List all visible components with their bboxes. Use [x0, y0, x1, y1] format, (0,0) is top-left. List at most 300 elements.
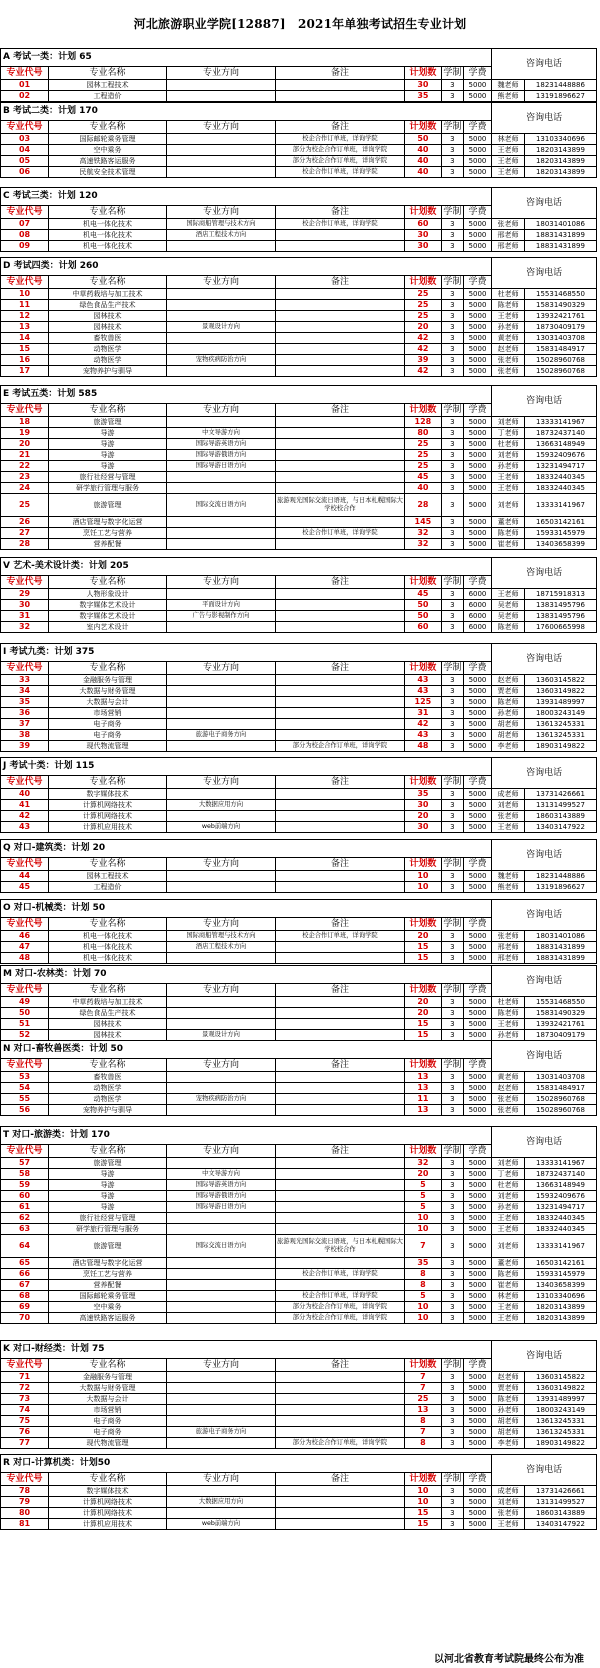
major-code: 46: [1, 931, 49, 942]
major-direction: 广告与影视制作方向: [166, 611, 275, 622]
table-row: [1, 1258, 597, 1269]
study-years: 3: [441, 589, 463, 600]
major-direction: 大数据应用方向: [166, 800, 275, 811]
contact-phone: 18831431899: [524, 230, 596, 241]
tuition-fee: 5000: [463, 1519, 491, 1530]
table-row: [1, 219, 597, 230]
major-name: 中草药栽培与加工技术: [49, 289, 167, 300]
section-table: [0, 757, 597, 833]
contact-teacher: 邢老师: [492, 241, 525, 252]
contact-teacher: 董老师: [492, 1258, 525, 1269]
header-code: 专业代号: [1, 576, 49, 589]
plan-count: 35: [404, 1258, 441, 1269]
contact-phone: 13131499527: [524, 800, 596, 811]
major-name: 计算机网络技术: [49, 800, 167, 811]
major-direction: [166, 697, 275, 708]
header-years: 学制: [443, 405, 462, 415]
major-remark: [276, 1416, 405, 1427]
major-name: 机电一体化技术: [49, 942, 167, 953]
tuition-fee: 5000: [463, 539, 491, 550]
contact-teacher: 杜老师: [492, 997, 525, 1008]
major-direction: 国际商船管理与技术方向: [166, 931, 275, 942]
major-name: 机电一体化技术: [49, 219, 167, 230]
header-direction: 专业方向: [166, 206, 275, 219]
study-years: 3: [441, 1008, 463, 1019]
table-row: [1, 289, 597, 300]
major-remark: [276, 333, 405, 344]
major-direction: 国际导游俄语方向: [166, 1191, 275, 1202]
contact-teacher: 张老师: [492, 355, 525, 366]
plan-count: 20: [404, 1169, 441, 1180]
header-plan: 计划数: [404, 576, 441, 589]
major-code: 31: [1, 611, 49, 622]
plan-count: 30: [404, 230, 441, 241]
contact-teacher: 胡老师: [492, 730, 525, 741]
major-remark: [276, 822, 405, 833]
major-direction: [166, 156, 275, 167]
major-remark: [276, 708, 405, 719]
major-code: 64: [1, 1235, 49, 1258]
major-remark: [276, 1405, 405, 1416]
major-name: 园林工程技术: [49, 871, 167, 882]
major-name: 导游: [49, 461, 167, 472]
plan-count: 60: [404, 219, 441, 230]
major-code: 40: [1, 789, 49, 800]
contact-phone: 18203143899: [524, 167, 596, 178]
study-years: 3: [441, 719, 463, 730]
header-fee: 学费: [463, 404, 491, 417]
plan-count: 30: [404, 822, 441, 833]
major-code: 39: [1, 741, 49, 752]
major-name: 园林技术: [49, 1019, 167, 1030]
major-direction: [166, 145, 275, 156]
contact-teacher: 孙老师: [492, 1202, 525, 1213]
major-name: 工程造价: [49, 882, 167, 893]
header-name: 专业名称: [49, 121, 167, 134]
section-table: [0, 48, 597, 102]
header-remark: 备注: [276, 206, 405, 219]
major-direction: 国际导游日语方向: [166, 1202, 275, 1213]
contact-teacher: 王老师: [492, 167, 525, 178]
major-direction: [166, 1224, 275, 1235]
tuition-fee: 5000: [463, 80, 491, 91]
study-years: 3: [441, 1280, 463, 1291]
tuition-fee: 5000: [463, 333, 491, 344]
contact-teacher: 赵老师: [492, 1083, 525, 1094]
contact-teacher: 王老师: [492, 1302, 525, 1313]
plan-count: 50: [404, 134, 441, 145]
plan-count: 43: [404, 730, 441, 741]
table-row: [1, 428, 597, 439]
major-remark: [276, 953, 405, 964]
major-code: 28: [1, 539, 49, 550]
major-direction: 国际导游日语方向: [166, 461, 275, 472]
header-remark: 备注: [276, 1059, 405, 1072]
major-remark: [276, 1486, 405, 1497]
major-code: 66: [1, 1269, 49, 1280]
contact-header: 咨询电话: [492, 1341, 597, 1372]
major-name: 人物形象设计: [49, 589, 167, 600]
contact-phone: 13191896627: [524, 91, 596, 102]
plan-count: 60: [404, 622, 441, 633]
major-remark: [276, 417, 405, 428]
major-remark: [276, 344, 405, 355]
study-years: 3: [441, 1291, 463, 1302]
major-remark: [276, 1169, 405, 1180]
contact-phone: 18903149822: [524, 1438, 596, 1449]
major-remark: [276, 942, 405, 953]
contact-teacher: 孙老师: [492, 322, 525, 333]
table-row: [1, 1383, 597, 1394]
major-remark: [276, 1019, 405, 1030]
contact-phone: 13663148949: [524, 439, 596, 450]
header-years: 学制: [443, 577, 462, 587]
study-years: 3: [441, 167, 463, 178]
plan-count: 20: [404, 811, 441, 822]
table-row: [1, 145, 597, 156]
section-caption-row: [1, 188, 597, 206]
study-years: 3: [441, 1083, 463, 1094]
header-name: 专业名称: [49, 984, 167, 997]
major-name: 旅游管理: [49, 1235, 167, 1258]
contact-phone: 13031403708: [524, 1072, 596, 1083]
major-direction: 酒店工程技术方向: [166, 230, 275, 241]
study-years: 3: [441, 322, 463, 333]
table-row: [1, 134, 597, 145]
header-direction: 专业方向: [166, 662, 275, 675]
section-table: [0, 1340, 597, 1449]
tuition-fee: 5000: [463, 344, 491, 355]
contact-phone: 18231448886: [524, 80, 596, 91]
contact-teacher: 魏老师: [492, 871, 525, 882]
contact-phone: 13663148949: [524, 1180, 596, 1191]
section-caption: B 考试二类：计划 170: [1, 103, 492, 121]
contact-teacher: 胡老师: [492, 1416, 525, 1427]
major-direction: [166, 1405, 275, 1416]
section-caption: D 考试四类：计划 260: [1, 258, 492, 276]
table-row: [1, 417, 597, 428]
contact-phone: 15933145979: [524, 1269, 596, 1280]
header-plan: 计划数: [404, 67, 441, 80]
table-row: [1, 730, 597, 741]
contact-teacher: 黄老师: [492, 1072, 525, 1083]
tuition-fee: 5000: [463, 1105, 491, 1116]
study-years: 3: [441, 450, 463, 461]
study-years: 3: [441, 1258, 463, 1269]
contact-phone: 13613245331: [524, 730, 596, 741]
study-years: 3: [441, 871, 463, 882]
major-name: 电子商务: [49, 1416, 167, 1427]
major-direction: [166, 1394, 275, 1405]
study-years: 3: [441, 800, 463, 811]
tuition-fee: 5000: [463, 167, 491, 178]
major-name: 机电一体化技术: [49, 241, 167, 252]
study-years: 3: [441, 1019, 463, 1030]
section-caption: I 考试九类：计划 375: [1, 644, 492, 662]
header-fee: 学费: [463, 984, 491, 997]
contact-header: 咨询电话: [492, 1455, 597, 1486]
tuition-fee: 5000: [463, 741, 491, 752]
table-row: [1, 1191, 597, 1202]
table-row: [1, 1269, 597, 1280]
contact-teacher: 张老师: [492, 366, 525, 377]
table-row: [1, 1394, 597, 1405]
major-name: 旅游管理: [49, 1158, 167, 1169]
tuition-fee: 5000: [463, 730, 491, 741]
plan-count: 5: [404, 1291, 441, 1302]
plan-count: 48: [404, 741, 441, 752]
contact-header: 咨询电话: [492, 49, 597, 80]
major-name: 数字媒体技术: [49, 1486, 167, 1497]
contact-phone: 13333141967: [524, 1235, 596, 1258]
major-name: 园林工程技术: [49, 80, 167, 91]
major-code: 02: [1, 91, 49, 102]
study-years: 3: [441, 1313, 463, 1324]
study-years: 3: [441, 1169, 463, 1180]
tuition-fee: 5000: [463, 528, 491, 539]
contact-phone: 13603149822: [524, 686, 596, 697]
major-code: 18: [1, 417, 49, 428]
header-remark: 备注: [276, 404, 405, 417]
table-row: [1, 789, 597, 800]
tuition-fee: 5000: [463, 461, 491, 472]
major-remark: [276, 1030, 405, 1041]
study-years: 3: [441, 219, 463, 230]
major-remark: 部分为校企合作订单班，详询学院: [276, 1438, 405, 1449]
major-remark: [276, 91, 405, 102]
section-table: [0, 965, 597, 1041]
major-code: 61: [1, 1202, 49, 1213]
tuition-fee: 5000: [463, 931, 491, 942]
contact-phone: 18732437140: [524, 1169, 596, 1180]
tuition-fee: 5000: [463, 1094, 491, 1105]
contact-teacher: 陈老师: [492, 622, 525, 633]
header-plan: 计划数: [404, 984, 441, 997]
study-years: 3: [441, 472, 463, 483]
major-direction: [166, 953, 275, 964]
major-remark: [276, 611, 405, 622]
major-direction: [166, 871, 275, 882]
major-direction: [166, 1213, 275, 1224]
contact-phone: 13191896627: [524, 882, 596, 893]
contact-teacher: 孙老师: [492, 708, 525, 719]
major-direction: [166, 686, 275, 697]
major-direction: 宠物疾病防治方向: [166, 355, 275, 366]
table-row: [1, 439, 597, 450]
contact-header: 咨询电话: [492, 1127, 597, 1158]
section-caption-row: [1, 900, 597, 918]
plan-count: 45: [404, 472, 441, 483]
table-row: [1, 355, 597, 366]
major-remark: [276, 1191, 405, 1202]
contact-phone: 18332440345: [524, 472, 596, 483]
tuition-fee: 5000: [463, 439, 491, 450]
contact-phone: 13932421761: [525, 311, 597, 322]
header-code: 专业代号: [1, 1059, 49, 1072]
major-remark: [276, 1083, 405, 1094]
major-code: 14: [1, 333, 49, 344]
major-code: 56: [1, 1105, 49, 1116]
major-code: 67: [1, 1280, 49, 1291]
major-code: 24: [1, 483, 49, 494]
major-code: 33: [1, 675, 49, 686]
major-name: 机电一体化技术: [49, 953, 167, 964]
header-plan: 计划数: [404, 1059, 441, 1072]
study-years: 3: [441, 1072, 463, 1083]
header-remark: 备注: [276, 858, 405, 871]
major-direction: [166, 1019, 275, 1030]
major-direction: [166, 366, 275, 377]
contact-phone: 18730409179: [524, 1030, 596, 1041]
contact-header: 咨询电话: [492, 1041, 597, 1072]
major-remark: [276, 1508, 405, 1519]
major-direction: [166, 417, 275, 428]
header-fee: 学费: [463, 1359, 491, 1372]
major-remark: [276, 311, 405, 322]
header-direction: 专业方向: [166, 576, 275, 589]
major-name: 市场营销: [49, 708, 167, 719]
plan-count: 43: [404, 675, 441, 686]
tuition-fee: 5000: [463, 789, 491, 800]
major-code: 36: [1, 708, 49, 719]
major-remark: 部分为校企合作订单班，详询学院: [276, 1313, 405, 1324]
study-years: 3: [441, 708, 463, 719]
major-code: 03: [1, 134, 49, 145]
tuition-fee: 5000: [463, 1313, 491, 1324]
table-row: [1, 167, 597, 178]
contact-phone: 13103340696: [524, 134, 596, 145]
major-name: 导游: [49, 1169, 167, 1180]
major-name: 畜牧兽医: [49, 1072, 167, 1083]
header-code: 专业代号: [1, 276, 49, 289]
table-row: [1, 539, 597, 550]
table-row: [1, 494, 597, 517]
major-direction: [166, 311, 275, 322]
study-years: 3: [441, 600, 463, 611]
major-remark: [276, 483, 405, 494]
contact-teacher: 熊老师: [492, 91, 525, 102]
header-plan: 计划数: [404, 1145, 441, 1158]
study-years: 3: [441, 1094, 463, 1105]
header-plan: 计划数: [404, 776, 441, 789]
major-direction: [166, 483, 275, 494]
contact-teacher: 邢老师: [492, 942, 525, 953]
major-code: 04: [1, 145, 49, 156]
major-direction: 国际导游英语方向: [166, 439, 275, 450]
plan-count: 8: [404, 1269, 441, 1280]
contact-phone: 18903149822: [524, 741, 596, 752]
major-code: 58: [1, 1169, 49, 1180]
study-years: 3: [441, 1508, 463, 1519]
major-name: 畜牧兽医: [49, 333, 167, 344]
tuition-fee: 6000: [463, 611, 491, 622]
major-name: 机电一体化技术: [49, 931, 167, 942]
header-direction: 专业方向: [166, 776, 275, 789]
study-years: 3: [441, 953, 463, 964]
table-row: [1, 1486, 597, 1497]
contact-teacher: 吴老师: [492, 600, 525, 611]
major-code: 07: [1, 219, 49, 230]
major-direction: [166, 1291, 275, 1302]
section-caption-row: [1, 49, 597, 67]
major-direction: [166, 528, 275, 539]
section-caption: O 对口-机械类：计划 50: [1, 900, 492, 918]
tuition-fee: 5000: [463, 322, 491, 333]
contact-phone: 18003243149: [524, 1405, 596, 1416]
plan-count: 15: [404, 953, 441, 964]
plan-count: 10: [404, 1497, 441, 1508]
major-remark: [276, 997, 405, 1008]
major-code: 27: [1, 528, 49, 539]
major-remark: [276, 439, 405, 450]
major-name: 旅行社经营与管理: [49, 1213, 167, 1224]
header-remark: 备注: [276, 776, 405, 789]
contact-phone: 15932409676: [524, 450, 596, 461]
major-remark: [276, 675, 405, 686]
major-direction: 中文导游方向: [166, 1169, 275, 1180]
major-code: 49: [1, 997, 49, 1008]
plan-count: 25: [404, 439, 441, 450]
table-row: [1, 1235, 597, 1258]
header-fee: 学费: [463, 576, 491, 589]
table-row: [1, 697, 597, 708]
table-row: [1, 719, 597, 730]
major-name: 酒店管理与数字化运营: [49, 1258, 167, 1269]
table-row: [1, 472, 597, 483]
tuition-fee: 5000: [463, 719, 491, 730]
contact-phone: 13231494717: [524, 461, 596, 472]
major-code: 47: [1, 942, 49, 953]
header-direction: 专业方向: [166, 1059, 275, 1072]
major-remark: [276, 1280, 405, 1291]
tuition-fee: 5000: [463, 1008, 491, 1019]
major-name: 市场营销: [49, 1405, 167, 1416]
major-name: 中草药栽培与加工技术: [49, 997, 167, 1008]
major-name: 动物医学: [49, 1094, 167, 1105]
major-code: 22: [1, 461, 49, 472]
contact-teacher: 杜老师: [492, 439, 525, 450]
table-row: [1, 611, 597, 622]
tuition-fee: 5000: [463, 472, 491, 483]
study-years: 3: [441, 611, 463, 622]
table-row: [1, 517, 597, 528]
major-remark: [276, 697, 405, 708]
major-name: 烹饪工艺与营养: [49, 1269, 167, 1280]
plan-count: 13: [404, 1083, 441, 1094]
header-name: 专业名称: [49, 662, 167, 675]
major-direction: [166, 517, 275, 528]
section-table: [0, 557, 597, 633]
header-direction: 专业方向: [166, 404, 275, 417]
study-years: 3: [441, 1416, 463, 1427]
plan-count: 15: [404, 942, 441, 953]
header-remark: 备注: [276, 276, 405, 289]
major-name: 民航安全技术管理: [49, 167, 167, 178]
major-code: 69: [1, 1302, 49, 1313]
plan-count: 10: [404, 871, 441, 882]
contact-header: 咨询电话: [492, 558, 597, 589]
study-years: 3: [441, 1269, 463, 1280]
tuition-fee: 5000: [463, 997, 491, 1008]
major-code: 62: [1, 1213, 49, 1224]
major-name: 导游: [49, 1180, 167, 1191]
table-row: [1, 300, 597, 311]
contact-phone: 15932409676: [524, 1191, 596, 1202]
major-direction: [166, 241, 275, 252]
contact-phone: 15531468550: [525, 289, 597, 300]
major-code: 78: [1, 1486, 49, 1497]
major-name: 金融服务与管理: [49, 1372, 167, 1383]
